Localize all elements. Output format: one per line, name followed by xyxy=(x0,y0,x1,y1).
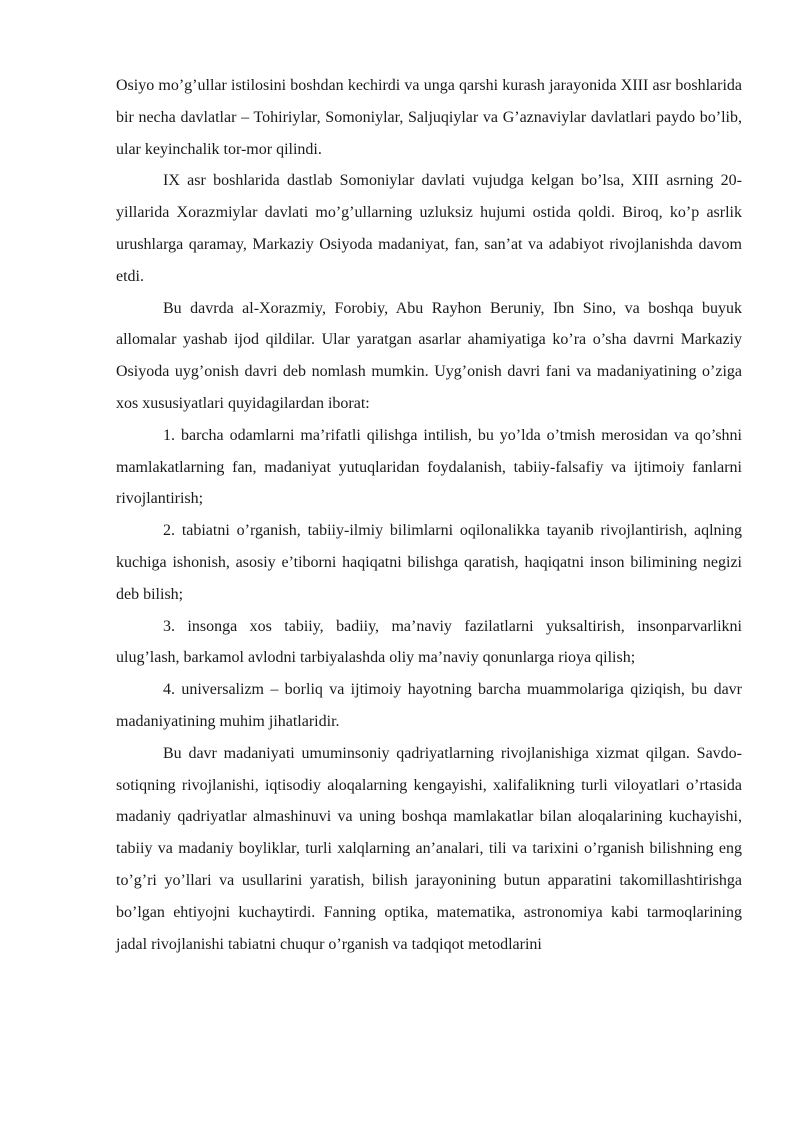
paragraph-3: Bu davrda al-Xorazmiy, Forobiy, Abu Rayhon Beruniy, Ibn Sino, va boshqa buyuk allomalar yashab ijod qildilar. Ular yaratgan asarlar ahamiyatiga ko’ra o’sha davrni Markaziy Osiyoda uyg’onish davri deb nomlash mumkin. Uyg’onish davri fani va madaniyatining o’ziga xos xususiyatlari quyidagilardan iborat: xyxy=(116,299,742,412)
document-page xyxy=(116,70,742,960)
paragraph-1: Osiyo mo’g’ullar istilosini boshdan kechirdi va unga qarshi kurash jarayonida XIII asr boshlarida bir necha davlatlar – Tohiriylar, Somoniylar, Saljuqiylar va G’aznaviylar davlatlari paydo bo’lib, ular keyinchalik tor-mor qilindi. xyxy=(116,77,742,158)
list-item-3: 3. insonga xos tabiiy, badiiy, ma’naviy fazilatlarni yuksaltirish, insonparvarlikni ulug’lash, barkamol avlodni tarbiyalashda oliy ma’naviy qonunlarga rioya qilish; xyxy=(116,617,742,667)
list-item-2: 2. tabiatni o’rganish, tabiiy-ilmiy bilimlarni oqilonalikka tayanib rivojlantirish, aqlning kuchiga ishonish, asosiy e’tiborni haqiqatni bilishga qaratish, haqiqatni inson bilimining negizi deb bilish; xyxy=(116,522,742,603)
paragraph-2: IX asr boshlarida dastlab Somoniylar davlati vujudga kelgan bo’lsa, XIII asrning 20-yillarida Xorazmiylar davlati mo’g’ullarning uzluksiz hujumi ostida qoldi. Biroq, ko’p asrlik urushlarga qaramay, Markaziy Osiyoda madaniyat, fan, san’at va adabiyot rivojlanishda davom etdi. xyxy=(116,172,742,285)
list-item-4: 4. universalizm – borliq va ijtimoiy hayotning barcha muammolariga qiziqish, bu davr madaniyatining muhim jihatlaridir. xyxy=(116,681,742,730)
paragraph-4: Bu davr madaniyati umuminsoniy qadriyatlarning rivojlanishiga xizmat qilgan. Savdo-sotiqning rivojlanishi, iqtisodiy aloqalarning kengayishi, xalifalikning turli viloyatlari o’rtasida madaniy qadriyatlar almashinuvi va uning boshqa mamlakatlar bilan aloqalarining kuchayishi, tabiiy va madaniy boyliklar, turli xalqlarning an’analari, tili va tarixini o’rganish bilishning eng to’g’ri yo’llari va usullarini yaratish, bilish jarayonining butun apparatini takomillashtirishga bo’lgan ehtiyojni kuchaytirdi. Fanning optika, matematika, astronomiya kabi tarmoqlarining jadal rivojlanishi tabiatni chuqur o’rganish va tadqiqot metodlarini xyxy=(116,744,742,953)
list-item-1: 1. barcha odamlarni ma’rifatli qilishga intilish, bu yo’lda o’tmish merosidan va qo’shni mamlakatlarning fan, madaniyat yutuqlaridan foydalanish, tabiiy-falsafiy va ijtimoiy fanlarni rivojlantirish; xyxy=(116,426,742,508)
